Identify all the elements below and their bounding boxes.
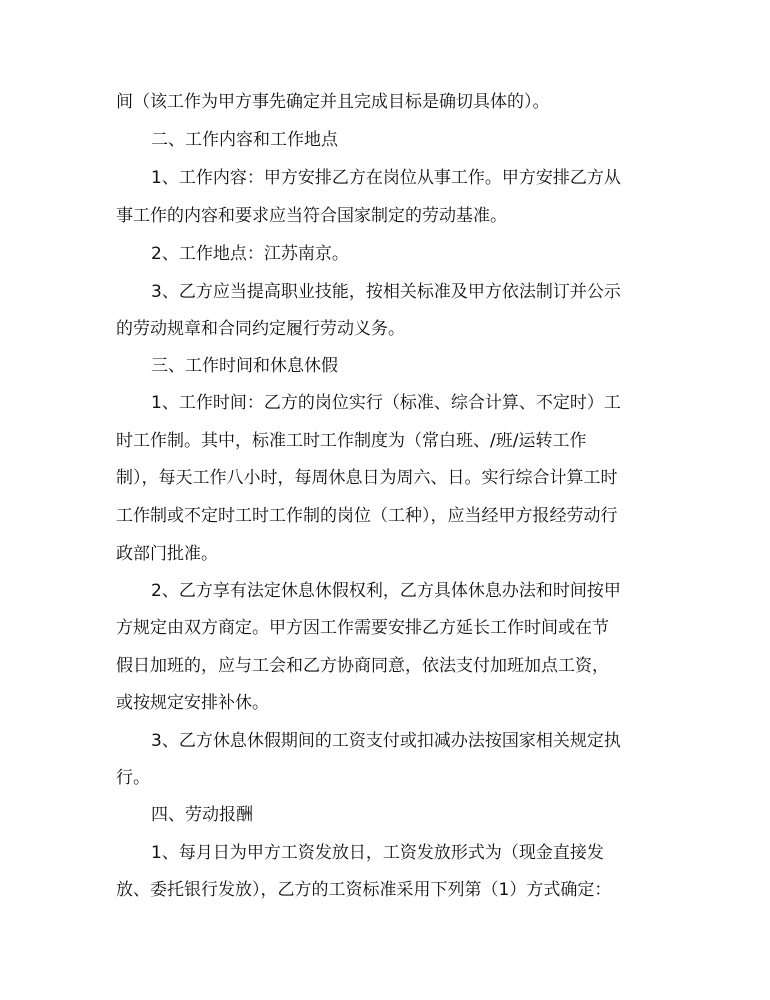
section-heading: 三、工作时间和休息休假 — [151, 356, 338, 376]
text-line: 制），每天工作八小时，每周休息日为周六、日。实行综合计算工时 — [116, 468, 618, 488]
text-line: 行。 — [116, 768, 150, 788]
text-line: 事工作的内容和要求应当符合国家制定的劳动基准。 — [116, 206, 507, 226]
text-line: 时工作制。其中，标准工时工作制度为（常白班、/班/运转工作 — [116, 431, 587, 451]
text-line: 1、工作时间：乙方的岗位实行（标准、综合计算、不定时）工 — [151, 393, 621, 413]
text-line: 放、委托银行发放），乙方的工资标准采用下列第（1）方式确定： — [116, 880, 612, 900]
section-heading: 二、工作内容和工作地点 — [151, 130, 338, 150]
text-line: 1、每月日为甲方工资发放日，工资发放形式为（现金直接发 — [151, 843, 604, 863]
text-line: 或按规定安排补休。 — [116, 693, 269, 713]
text-line: 间（该工作为甲方事先确定并且完成目标是确切具体的）。 — [116, 92, 550, 112]
text-line: 3、乙方应当提高职业技能，按相关标准及甲方依法制订并公示 — [151, 282, 621, 302]
section-heading: 四、劳动报酬 — [151, 805, 253, 825]
text-line: 假日加班的，应与工会和乙方协商同意，依法支付加班加点工资， — [116, 656, 609, 676]
text-line: 政部门批准。 — [116, 544, 218, 564]
text-line: 2、工作地点：江苏南京。 — [151, 244, 349, 264]
text-line: 的劳动规章和合同约定履行劳动义务。 — [116, 319, 405, 339]
text-line: 3、乙方休息休假期间的工资支付或扣减办法按国家相关规定执 — [151, 731, 621, 751]
text-line: 2、乙方享有法定休息休假权利，乙方具体休息办法和时间按甲 — [151, 581, 621, 601]
text-line: 方规定由双方商定。甲方因工作需要安排乙方延长工作时间或在节 — [116, 618, 609, 638]
text-line: 工作制或不定时工时工作制的岗位（工种），应当经甲方报经劳动行 — [116, 506, 618, 526]
text-line: 1、工作内容：甲方安排乙方在岗位从事工作。甲方安排乙方从 — [151, 168, 621, 188]
